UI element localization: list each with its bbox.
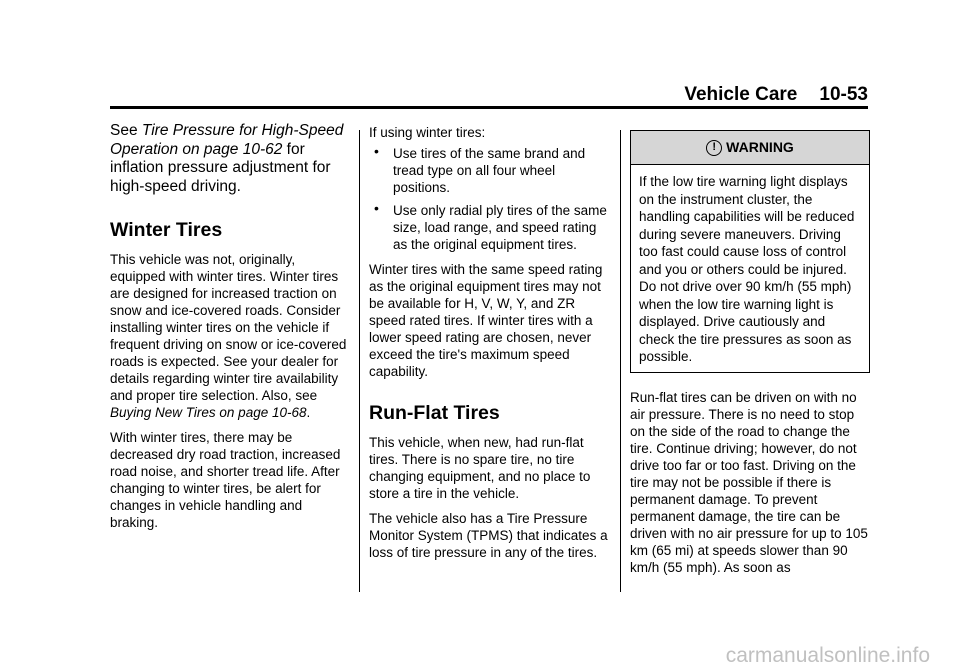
run-flat-paragraph-2: The vehicle also has a Tire Pressure Monitor System (TPMS) that indicates a loss of tire pressure in any of the tires. bbox=[369, 511, 608, 560]
list-item-text: Use only radial ply tires of the same size, load range, and speed rating as the original equipment tires. bbox=[393, 203, 607, 252]
lead-paragraph bbox=[110, 122, 348, 196]
heading-winter-tires: Winter Tires bbox=[110, 219, 223, 241]
run-flat-paragraph-3: Run-flat tires can be driven on with no air pressure. There is no need to stop on the side of the road to change the tire. Continue driving; however, do not drive too far or too fast. Driving on the tire may not be possible if there is permanent damage. To prevent permanent damage, the tire can be driven with no air pressure for up to 105 km (65 mi) at speeds slower than 90 km/h (55 mph). As soon as bbox=[630, 389, 868, 575]
warning-icon: ! bbox=[706, 140, 722, 156]
watermark: carmanualsonline.info bbox=[725, 644, 930, 667]
list-item bbox=[369, 202, 609, 253]
bullet-icon: • bbox=[374, 200, 379, 216]
speed-rating-paragraph: Winter tires with the same speed rating as the original equipment tires may not be available for H, V, W, Y, and ZR speed rated tires. If winter tires with a lower speed rating are chosen, never exceed the tire's maximum speed capability. bbox=[369, 262, 603, 379]
bullet-icon: • bbox=[374, 143, 379, 159]
winter-tires-text: This vehicle was not, originally, equipped with winter tires. Winter tires are designed for increased traction on snow and ice-covered roads. Consider installing winter tires on the vehicle if frequent driving on snow or ice-covered roads is expected. See your dealer for details regarding winter tire availability and proper tire selection. Also, see bbox=[110, 252, 347, 403]
header-rule bbox=[110, 106, 868, 109]
winter-tires-text-end: . bbox=[306, 405, 311, 420]
column-3 bbox=[630, 130, 870, 584]
warning-box bbox=[630, 130, 870, 373]
list-item bbox=[369, 145, 609, 196]
winter-tires-intro: If using winter tires: bbox=[369, 125, 486, 140]
run-flat-paragraph-1: This vehicle, when new, had run-flat tires. There is no spare tire, no tire changing equipment, and no place to store a tire in the vehicle. bbox=[369, 435, 591, 501]
section-title: Vehicle Care bbox=[684, 84, 798, 105]
page-header bbox=[0, 84, 868, 106]
link-tire-pressure-high-speed[interactable]: Tire Pressure for High-Speed Operation on page 10-62 bbox=[110, 122, 344, 158]
page-number: 10-53 bbox=[819, 84, 868, 105]
heading-run-flat-tires: Run-Flat Tires bbox=[369, 402, 500, 424]
warning-header bbox=[631, 131, 869, 165]
column-divider-1 bbox=[359, 130, 360, 592]
warning-title: WARNING bbox=[726, 139, 794, 155]
column-divider-2 bbox=[620, 130, 621, 592]
lead-prefix: See bbox=[110, 122, 142, 139]
column-1 bbox=[110, 122, 348, 539]
winter-tires-paragraph-2: With winter tires, there may be decreased dry road traction, increased road noise, and shorter tread life. After changing to winter tires, be alert for changes in vehicle handling and braking. bbox=[110, 430, 341, 530]
link-buying-new-tires[interactable]: Buying New Tires on page 10-68 bbox=[110, 405, 307, 420]
column-2 bbox=[369, 124, 609, 569]
winter-tires-paragraph-1 bbox=[110, 251, 348, 421]
list-item-text: Use tires of the same brand and tread type on all four wheel positions. bbox=[393, 146, 586, 195]
lead-suffix: for inflation pressure adjustment for high-speed driving. bbox=[110, 140, 331, 195]
warning-text: If the low tire warning light displays on the instrument cluster, the handling capabilities will be reduced during severe maneuvers. Driving too fast could cause loss of control and you or others could be injured. Do not drive over 90 km/h (55 mph) when the low tire warning light is displayed. Drive cautiously and check the tire pressures as soon as possible. bbox=[639, 174, 855, 364]
winter-tires-list bbox=[369, 145, 609, 253]
